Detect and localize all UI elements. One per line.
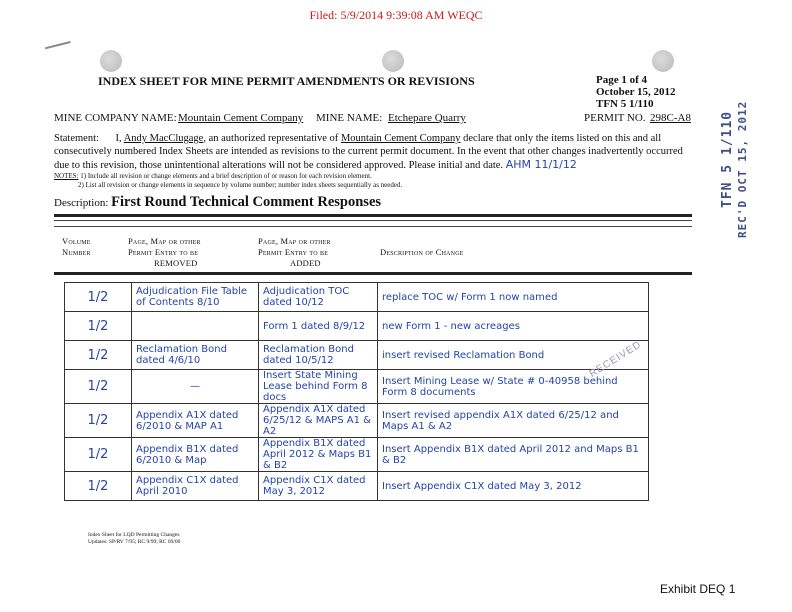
row-added: Form 1 dated 8/9/12 (259, 312, 378, 341)
row-volume: 1/2 (65, 283, 132, 312)
header-added-3: ADDED (290, 258, 321, 268)
document-title: INDEX SHEET FOR MINE PERMIT AMENDMENTS OR REVISIONS (98, 74, 475, 88)
row-description: Insert revised appendix A1X dated 6/25/12 and Maps A1 & A2 (378, 404, 649, 438)
permit-number: 298C-A8 (650, 112, 691, 124)
revision-table (64, 282, 649, 501)
row-added: Reclamation Bond dated 10/5/12 (259, 341, 378, 370)
company-name: Mountain Cement Company (178, 112, 304, 124)
row-volume: 1/2 (65, 370, 132, 404)
description-label: Description: (54, 197, 109, 209)
table-row (65, 370, 649, 404)
description-row (54, 194, 381, 211)
page-number: Page 1 of 4 (596, 74, 648, 86)
row-description: Insert Mining Lease w/ State # 0-40958 behind Form 8 documents (378, 370, 649, 404)
row-added: Appendix B1X dated April 2012 & Maps B1 & B2 (259, 438, 378, 472)
row-volume: 1/2 (65, 312, 132, 341)
statement-part1: I, (115, 133, 122, 144)
row-added: Adjudication TOC dated 10/12 (259, 283, 378, 312)
filed-banner: Filed: 5/9/2014 9:39:08 AM WEQC (309, 8, 483, 22)
statement-part3: declare that only the items listed on this and all consecutively numbered Index Sheets are intended as revisions to the current permit document. In the event that other changes inadvertently occurred due to this revision, those unintentional alterations will not be considered approved. Please initial and date. (54, 133, 683, 171)
table-row (65, 341, 649, 370)
punch-hole-center (382, 50, 404, 72)
punch-hole-left (100, 50, 122, 72)
row-volume: 1/2 (65, 438, 132, 472)
description-title: First Round Technical Comment Responses (111, 194, 382, 210)
row-removed: Adjudication File Table of Contents 8/10 (132, 283, 259, 312)
statement-company: Mountain Cement Company (340, 133, 461, 144)
tfn-number: TFN 5 1/110 (596, 98, 654, 110)
statement-initials: AHM 11/1/12 (505, 158, 577, 171)
statement-label: Statement: (54, 133, 99, 144)
row-description: Insert Appendix B1X dated April 2012 and Maps B1 & B2 (378, 438, 649, 472)
row-added: Appendix C1X dated May 3, 2012 (259, 472, 378, 501)
table-row (65, 283, 649, 312)
row-volume: 1/2 (65, 472, 132, 501)
header-removed-1: Page, Map or other (128, 236, 201, 246)
divider (54, 220, 692, 221)
folded-corner-mark (45, 41, 73, 59)
footer-line-1: Index Sheet for LQD Permitting Changes (88, 532, 180, 538)
table-row (65, 472, 649, 501)
table-row (65, 404, 649, 438)
row-added: Insert State Mining Lease behind Form 8 docs (259, 370, 378, 404)
notes-label: NOTES: (54, 172, 79, 180)
permit-label: PERMIT NO. (584, 112, 646, 124)
row-volume: 1/2 (65, 341, 132, 370)
row-removed: Appendix A1X dated 6/2010 & MAP A1 (132, 404, 259, 438)
table-row (65, 312, 649, 341)
side-stamp-tfn: TFN 5 1/110 (720, 110, 735, 208)
footer (88, 532, 180, 546)
row-description: new Form 1 - new acreages (378, 312, 649, 341)
row-description: replace TOC w/ Form 1 now named (378, 283, 649, 312)
mine-name: Etchepare Quarry (388, 112, 466, 124)
table-row (65, 438, 649, 472)
statement-name: Andy MacClugage (123, 133, 204, 144)
header-rule (54, 272, 692, 275)
divider (54, 214, 692, 217)
header-removed-3: REMOVED (154, 258, 198, 268)
header-number: Number (62, 247, 91, 257)
row-removed: Reclamation Bond dated 4/6/10 (132, 341, 259, 370)
row-removed: Appendix C1X dated April 2010 (132, 472, 259, 501)
row-removed (132, 312, 259, 341)
row-description: insert revised Reclamation Bond (378, 341, 649, 370)
row-added: Appendix A1X dated 6/25/12 & MAPS A1 & A2 (259, 404, 378, 438)
header-description: Description of Change (380, 247, 464, 257)
row-removed: Appendix B1X dated 6/2010 & Map (132, 438, 259, 472)
header-added-1: Page, Map or other (258, 236, 331, 246)
header-removed-2: Permit Entry to be (128, 247, 199, 257)
side-stamp-date: REC'D OCT 15, 2012 (736, 100, 749, 238)
row-removed: — (132, 370, 259, 404)
header-volume: Volume (62, 236, 91, 246)
notes (54, 172, 402, 190)
statement-part2: , an authorized representative of (203, 133, 339, 144)
page-info (596, 74, 676, 110)
row-volume: 1/2 (65, 404, 132, 438)
company-label: MINE COMPANY NAME: (54, 112, 177, 124)
note-1: 1) Include all revision or change elements and a brief description of or reason for each revision element. (80, 172, 372, 180)
punch-hole-right (652, 50, 674, 72)
exhibit-label: Exhibit DEQ 1 (660, 582, 736, 596)
row-description: Insert Appendix C1X dated May 3, 2012 (378, 472, 649, 501)
header-added-2: Permit Entry to be (258, 247, 329, 257)
note-2: 2) List all revision or change elements in sequence by volume number; number index sheets sequentially as needed. (78, 181, 403, 189)
statement (54, 132, 690, 172)
mine-label: MINE NAME: (316, 112, 383, 124)
page-date: October 15, 2012 (596, 86, 676, 98)
footer-line-2: Updates: SP/RV 7/95; RC 9/99; RC 09/00 (88, 539, 181, 545)
received-stamp: RECEIVED (587, 339, 644, 380)
divider (54, 226, 692, 227)
